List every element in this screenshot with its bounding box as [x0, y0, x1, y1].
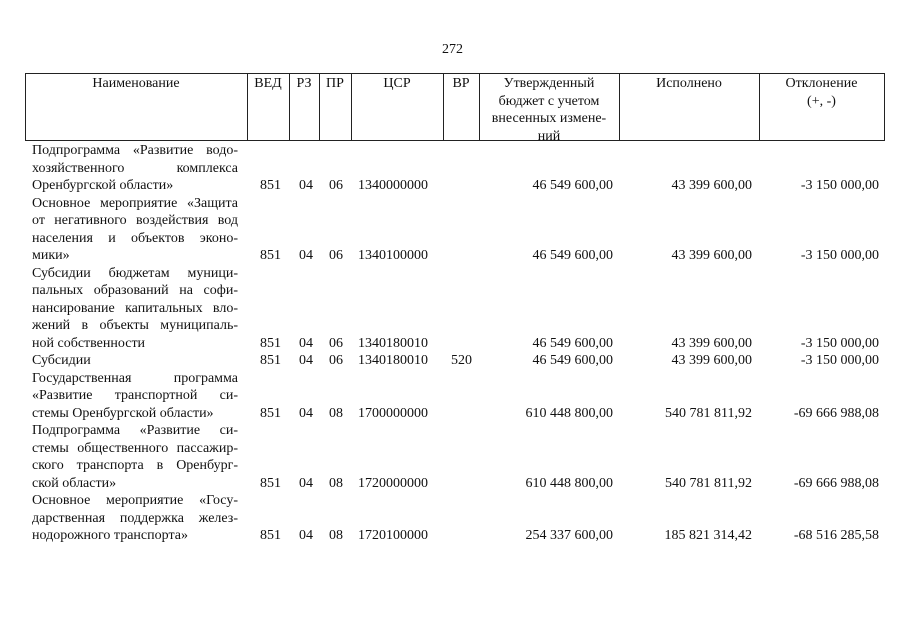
row-csr: 1340180010	[358, 353, 428, 368]
row-name-line: нодорожного транспорта»	[32, 528, 188, 543]
page-number: 272	[442, 42, 463, 57]
column-header-deviation-line: Отклонение	[785, 76, 858, 91]
table-row	[0, 265, 905, 353]
row-pr: 06	[329, 248, 343, 263]
row-deviation: -69 666 988,08	[793, 405, 879, 421]
row-rz: 04	[299, 248, 313, 263]
row-ved: 851	[260, 475, 281, 491]
table-row	[0, 352, 905, 370]
row-ved: 851	[260, 335, 281, 351]
row-name-line: мики»	[32, 248, 70, 263]
row-pr: 06	[329, 353, 343, 368]
row-ved: 851	[260, 178, 281, 193]
row-name	[32, 422, 238, 492]
row-deviation: -3 150 000,00	[800, 248, 879, 263]
table-row	[0, 422, 905, 492]
row-name-line: жений в объекты муниципаль-	[32, 318, 238, 333]
row-name-line: стемы Оренбургской области»	[32, 405, 214, 421]
row-ved: 851	[260, 405, 281, 421]
row-name-line: хозяйственного комплекса	[32, 160, 238, 176]
row-deviation: -69 666 988,08	[793, 475, 879, 491]
row-executed: 540 781 811,92	[665, 405, 752, 421]
row-name	[32, 195, 238, 265]
table-row	[0, 142, 905, 195]
row-name-line: ной собственности	[32, 335, 146, 351]
row-name-line: от негативного воздействия вод	[32, 213, 238, 228]
row-pr: 06	[329, 335, 343, 351]
row-budget: 46 549 600,00	[532, 353, 613, 368]
row-budget: 46 549 600,00	[532, 248, 613, 263]
row-csr: 1720100000	[358, 528, 428, 543]
column-header-budget-line: Утвержденный	[503, 76, 595, 91]
column-header-pr: ПР	[326, 76, 344, 91]
row-pr: 08	[329, 528, 343, 543]
row-rz: 04	[299, 178, 313, 193]
row-budget: 610 448 800,00	[525, 405, 613, 421]
row-rz: 04	[299, 405, 313, 421]
row-name-line: Государственная программа	[32, 370, 238, 386]
column-header-budget	[479, 75, 619, 145]
table-header	[25, 73, 885, 144]
column-header-budget-line: ний	[537, 128, 561, 144]
row-budget: 46 549 600,00	[532, 335, 613, 351]
row-budget: 46 549 600,00	[532, 178, 613, 193]
row-name-line: стемы общественного пассажир-	[32, 440, 238, 456]
row-rz: 04	[299, 353, 313, 368]
row-ved: 851	[260, 248, 281, 263]
row-name-line: Субсидии	[32, 353, 91, 368]
row-name	[32, 352, 238, 370]
row-rz: 04	[299, 475, 313, 491]
row-deviation: -3 150 000,00	[800, 353, 879, 368]
header-divider	[884, 73, 885, 141]
column-header-budget-line: внесенных измене-	[491, 111, 607, 126]
table-row	[0, 195, 905, 265]
row-vr: 520	[451, 353, 472, 368]
column-header-rz: РЗ	[296, 76, 312, 91]
row-pr: 08	[329, 405, 343, 421]
row-pr: 08	[329, 475, 343, 491]
column-header-vr: ВР	[452, 76, 470, 91]
row-deviation: -68 516 285,58	[793, 528, 879, 543]
row-name	[32, 265, 238, 353]
header-top-border	[25, 73, 885, 74]
row-name-line: Оренбургской области»	[32, 178, 174, 193]
row-deviation: -3 150 000,00	[800, 178, 879, 193]
row-name-line: Основное мероприятие «Защита	[32, 195, 238, 211]
column-header-budget-line: бюджет с учетом	[498, 93, 600, 109]
row-budget: 610 448 800,00	[525, 475, 613, 491]
row-executed: 185 821 314,42	[664, 528, 752, 543]
row-name-line: Подпрограмма «Развитие си-	[32, 423, 238, 438]
row-name-line: дарственная поддержка желез-	[32, 510, 238, 526]
row-executed: 43 399 600,00	[671, 353, 752, 368]
row-csr: 1720000000	[358, 475, 428, 491]
column-header-name: Наименование	[92, 76, 180, 91]
header-bottom-border	[25, 140, 885, 141]
row-name	[32, 370, 238, 423]
row-rz: 04	[299, 528, 313, 543]
row-name-line: «Развитие транспортной си-	[32, 388, 238, 403]
row-name-line: ского транспорта в Оренбург-	[32, 458, 238, 473]
row-name-line: ской области»	[32, 475, 117, 491]
row-name-line: Основное мероприятие «Госу-	[32, 493, 238, 508]
row-executed: 43 399 600,00	[671, 248, 752, 263]
row-name-line: Подпрограмма «Развитие водо-	[32, 143, 238, 158]
row-ved: 851	[260, 353, 281, 368]
row-name-line: Субсидии бюджетам муници-	[32, 265, 238, 281]
row-csr: 1340100000	[358, 248, 428, 263]
column-header-ved: ВЕД	[254, 76, 282, 91]
column-header-deviation	[759, 75, 884, 110]
row-csr: 1340180010	[358, 335, 428, 351]
table-row	[0, 492, 905, 545]
row-pr: 06	[329, 178, 343, 193]
row-csr: 1340000000	[358, 178, 428, 193]
column-header-csr: ЦСР	[383, 76, 411, 91]
table-row	[0, 370, 905, 423]
row-name-line: населения и объектов эконо-	[32, 230, 238, 246]
row-name	[32, 492, 238, 545]
row-executed: 540 781 811,92	[665, 475, 752, 491]
column-header-deviation-line: (+, -)	[807, 93, 836, 109]
row-deviation: -3 150 000,00	[800, 335, 879, 351]
row-ved: 851	[260, 528, 281, 543]
row-name-line: пальных образований на софи-	[32, 283, 238, 298]
row-name	[32, 142, 238, 195]
row-executed: 43 399 600,00	[671, 178, 752, 193]
row-budget: 254 337 600,00	[525, 528, 613, 543]
row-rz: 04	[299, 335, 313, 351]
row-executed: 43 399 600,00	[671, 335, 752, 351]
row-name-line: нансирование капитальных вло-	[32, 300, 238, 316]
column-header-executed: Исполнено	[656, 76, 722, 91]
row-csr: 1700000000	[358, 405, 428, 421]
